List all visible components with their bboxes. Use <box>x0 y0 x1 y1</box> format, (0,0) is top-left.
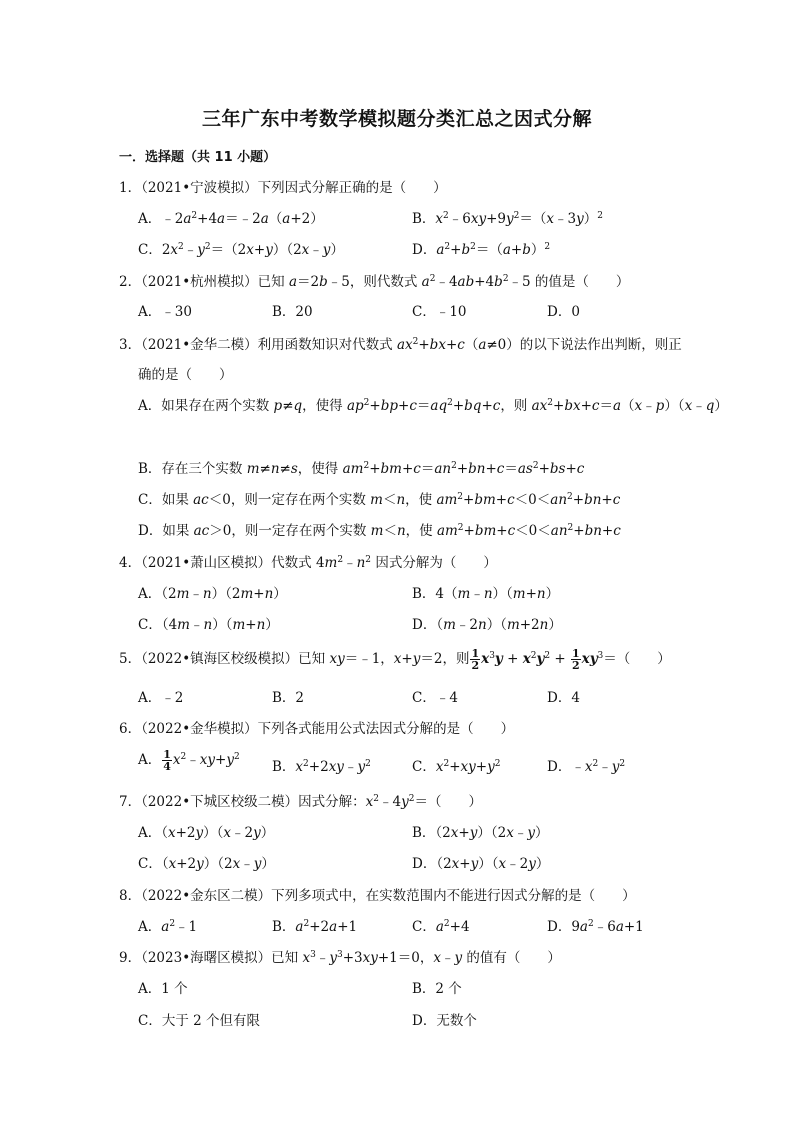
question-9-option-b[interactable]: B．2 个 <box>412 981 462 997</box>
question-2-option-b[interactable]: B．20 <box>272 304 313 320</box>
question-5-option-d[interactable]: D．4 <box>547 690 580 706</box>
section-heading: 一．选择题（共 11 小题） <box>119 150 277 165</box>
question-2-option-c[interactable]: C．﹣10 <box>412 304 467 320</box>
question-8-option-c[interactable]: C．$a^2+4$ <box>412 919 470 935</box>
question-5-stem: 5．（2022•镇海区校级模拟）已知 xy＝﹣1，x+y＝2，则 $\frac{1}{2}$ $x^3y + x^2y^2$ + $\frac{1}{2}$ $xy^3=$（ ） <box>119 647 671 672</box>
question-3-option-d[interactable]: D．如果 ac＞0，则一定存在两个实数 m＜n，使 $am^2+bm+c<0<an^2+bn+c$ <box>138 523 621 539</box>
question-6-option-b[interactable]: B．$x^2+2xy﹣y^2$ <box>272 759 371 775</box>
question-7-stem: 7．（2022•下城区校级二模）因式分解：$x^2﹣4y^2=$（ ） <box>119 794 482 810</box>
question-1-stem: 1．（2021•宁波模拟）下列因式分解正确的是（ ） <box>119 180 447 196</box>
question-5-option-b[interactable]: B．2 <box>272 690 305 706</box>
question-6-option-c[interactable]: C．$x^2+xy+y^2$ <box>412 759 501 775</box>
question-5-option-c[interactable]: C．﹣4 <box>412 690 458 706</box>
question-6-option-d[interactable]: D．$﹣x^2﹣y^2$ <box>547 759 626 775</box>
question-1-option-a[interactable]: A．$﹣2a^2+4a=﹣2a(a+2)$ <box>138 211 324 227</box>
question-9-option-d[interactable]: D．无数个 <box>412 1013 477 1029</box>
question-2-option-a[interactable]: A．﹣30 <box>138 304 192 320</box>
question-2-stem: 2．（2021•杭州模拟）已知 a＝2b﹣5，则代数式 $a^2﹣4ab+4b^2﹣5$ 的值是（ ） <box>119 274 630 290</box>
question-1-option-c[interactable]: C．$2x^2﹣y^2=(2x+y)(2x﹣y)$ <box>138 242 344 258</box>
question-6-stem: 6．（2022•金华模拟）下列各式能用公式法因式分解的是（ ） <box>119 721 515 737</box>
question-9-option-c[interactable]: C．大于 2 个但有限 <box>138 1013 261 1029</box>
question-9-option-a[interactable]: A．1 个 <box>138 981 188 997</box>
page-title: 三年广东中考数学模拟题分类汇总之因式分解 <box>201 108 592 130</box>
question-4-option-b[interactable]: B．4（m﹣n）（m+n） <box>412 586 560 602</box>
question-7-option-a[interactable]: A．（x+2y）（x﹣2y） <box>138 825 275 841</box>
question-2-option-d[interactable]: D．0 <box>547 304 580 320</box>
question-4-option-d[interactable]: D．（m﹣2n）（m+2n） <box>412 617 562 633</box>
question-1-option-d[interactable]: D．$a^2+b^2=(a+b)^2$ <box>412 242 551 258</box>
question-8-stem: 8．（2022•金东区二模）下列多项式中，在实数范围内不能进行因式分解的是（ ） <box>119 888 636 904</box>
question-3-option-c[interactable]: C．如果 ac＜0，则一定存在两个实数 m＜n，使 $am^2+bm+c<0<an^2+bn+c$ <box>138 492 621 508</box>
question-4-stem: 4．（2021•萧山区模拟）代数式 $4m^2﹣n^2$ 因式分解为（ ） <box>119 555 497 571</box>
question-5-option-a[interactable]: A．﹣2 <box>138 690 184 706</box>
question-7-option-d[interactable]: D．（2x+y）（x﹣2y） <box>412 856 550 872</box>
question-3-stem: 3．（2021•金华二模）利用函数知识对代数式 $ax^2+bx+c(a\ne 0)$的以下说法作出判断，则正 <box>119 337 682 353</box>
question-6-option-a[interactable]: A． $\frac{1}{4}$ $x^2﹣xy+y^2$ <box>138 748 240 773</box>
question-8-option-b[interactable]: B．$a^2+2a+1$ <box>272 919 358 935</box>
question-4-option-c[interactable]: C．（4m﹣n）（m+n） <box>138 617 279 633</box>
question-8-option-a[interactable]: A．$a^2﹣1$ <box>138 919 198 935</box>
question-3-option-b[interactable]: B．存在三个实数 m≠n≠s，使得 $am^2+bm+c=an^2+bn+c=as^2+bs+c$ <box>138 461 585 477</box>
question-3-stem-continued: 确的是（ ） <box>138 367 233 383</box>
question-9-stem: 9．（2023•海曙区模拟）已知 $x^3﹣y^3+3xy+1=0$，x﹣y 的值有（ ） <box>119 950 561 966</box>
question-8-option-d[interactable]: D．$9a^2﹣6a+1$ <box>547 919 644 935</box>
question-4-option-a[interactable]: A．（2m﹣n）（2m+n） <box>138 586 287 602</box>
question-1-option-b[interactable]: B．$x^2﹣6xy+9y^2=(x﹣3y)^2$ <box>412 211 603 227</box>
question-3-option-a[interactable]: A．如果存在两个实数 p≠q，使得 $ap^2+bp+c=aq^2+bq+c$，则 $ax^2+bx+c=a(x﹣p)(x﹣q)$ <box>138 398 728 414</box>
question-7-option-c[interactable]: C．（x+2y）（2x﹣y） <box>138 856 275 872</box>
question-7-option-b[interactable]: B．（2x+y）（2x﹣y） <box>412 825 549 841</box>
